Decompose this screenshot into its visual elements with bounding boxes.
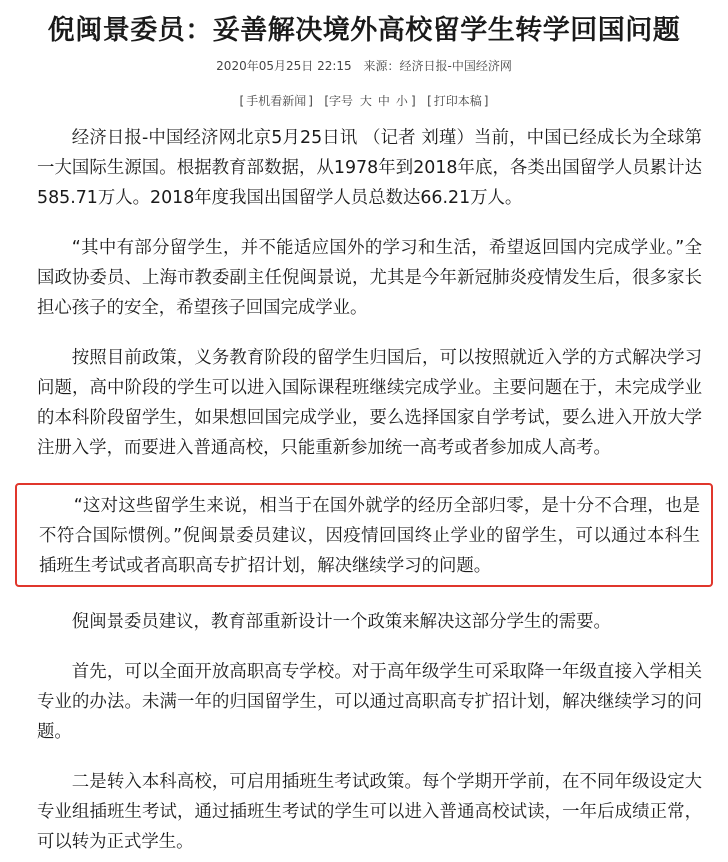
paragraph: 按照目前政策，义务教育阶段的留学生归国后，可以按照就近入学的方式解决学习问题，高中阶段的学生可以进入国际课程班继续完成学业。主要问题在于，未完成学业的本科阶段留学生，如果想回国完成学业，要么选择国家自学考试，要么进入开放大学注册入学，而要进入普通高校，只能重新参加统一高考或者参加成人高考。	[37, 348, 702, 458]
article-tools: [ 手机看新闻 ] [字号 大 中 小 ] [ 打印本稿 ]	[239, 94, 489, 108]
article-meta	[0, 57, 728, 74]
article-source: 来源：经济日报-中国经济网	[363, 59, 512, 73]
font-size-label: 字号	[329, 94, 354, 108]
font-size-large-button[interactable]: 大	[359, 94, 372, 108]
article-title: 倪闽景委员：妥善解决境外高校留学生转学回国问题	[47, 15, 681, 46]
paragraph: 二是转入本科高校，可启用插班生考试政策。每个学期开学前，在不同年级设定大专业组插班生考试，通过插班生考试的学生可以进入普通高校试读，一年后成绩正常，可以转为正式学生。	[37, 772, 702, 852]
publish-date: 2020年05月25日 22:15	[216, 59, 352, 73]
mobile-news-link[interactable]: 手机看新闻	[246, 94, 307, 108]
article-body	[0, 123, 728, 857]
print-link[interactable]: 打印本稿	[433, 94, 482, 108]
paragraph: 经济日报-中国经济网北京5月25日讯 （记者 刘瑾）当前，中国已经成长为全球第一大国际生源国。根据教育部数据，从1978年到2018年底，各类出国留学人员累计达585.71万人。2018年度我国出国留学人员总数达66.21万人。	[37, 128, 702, 208]
paragraph: “这对这些留学生来说，相当于在国外就学的经历全部归零，是十分不合理，也是不符合国际惯例。”倪闽景委员建议，因疫情回国终止学业的留学生，可以通过本科生插班生考试或者高职高专扩招计划，解决继续学习的问题。	[39, 496, 700, 576]
paragraph: “其中有部分留学生，并不能适应国外的学习和生活，希望返回国内完成学业。”全国政协委员、上海市教委副主任倪闽景说，尤其是今年新冠肺炎疫情发生后，很多家长担心孩子的安全，希望孩子回国完成学业。	[37, 238, 702, 318]
paragraph: 倪闽景委员建议，教育部重新设计一个政策来解决这部分学生的需要。	[71, 612, 611, 632]
font-size-small-button[interactable]: 小	[395, 94, 408, 108]
paragraph: 首先，可以全面开放高职高专学校。对于高年级学生可采取降一年级直接入学相关专业的办法。未满一年的归国留学生，可以通过高职高专扩招计划，解决继续学习的问题。	[37, 662, 702, 742]
highlighted-quote-box	[15, 483, 713, 587]
font-size-medium-button[interactable]: 中	[377, 94, 390, 108]
